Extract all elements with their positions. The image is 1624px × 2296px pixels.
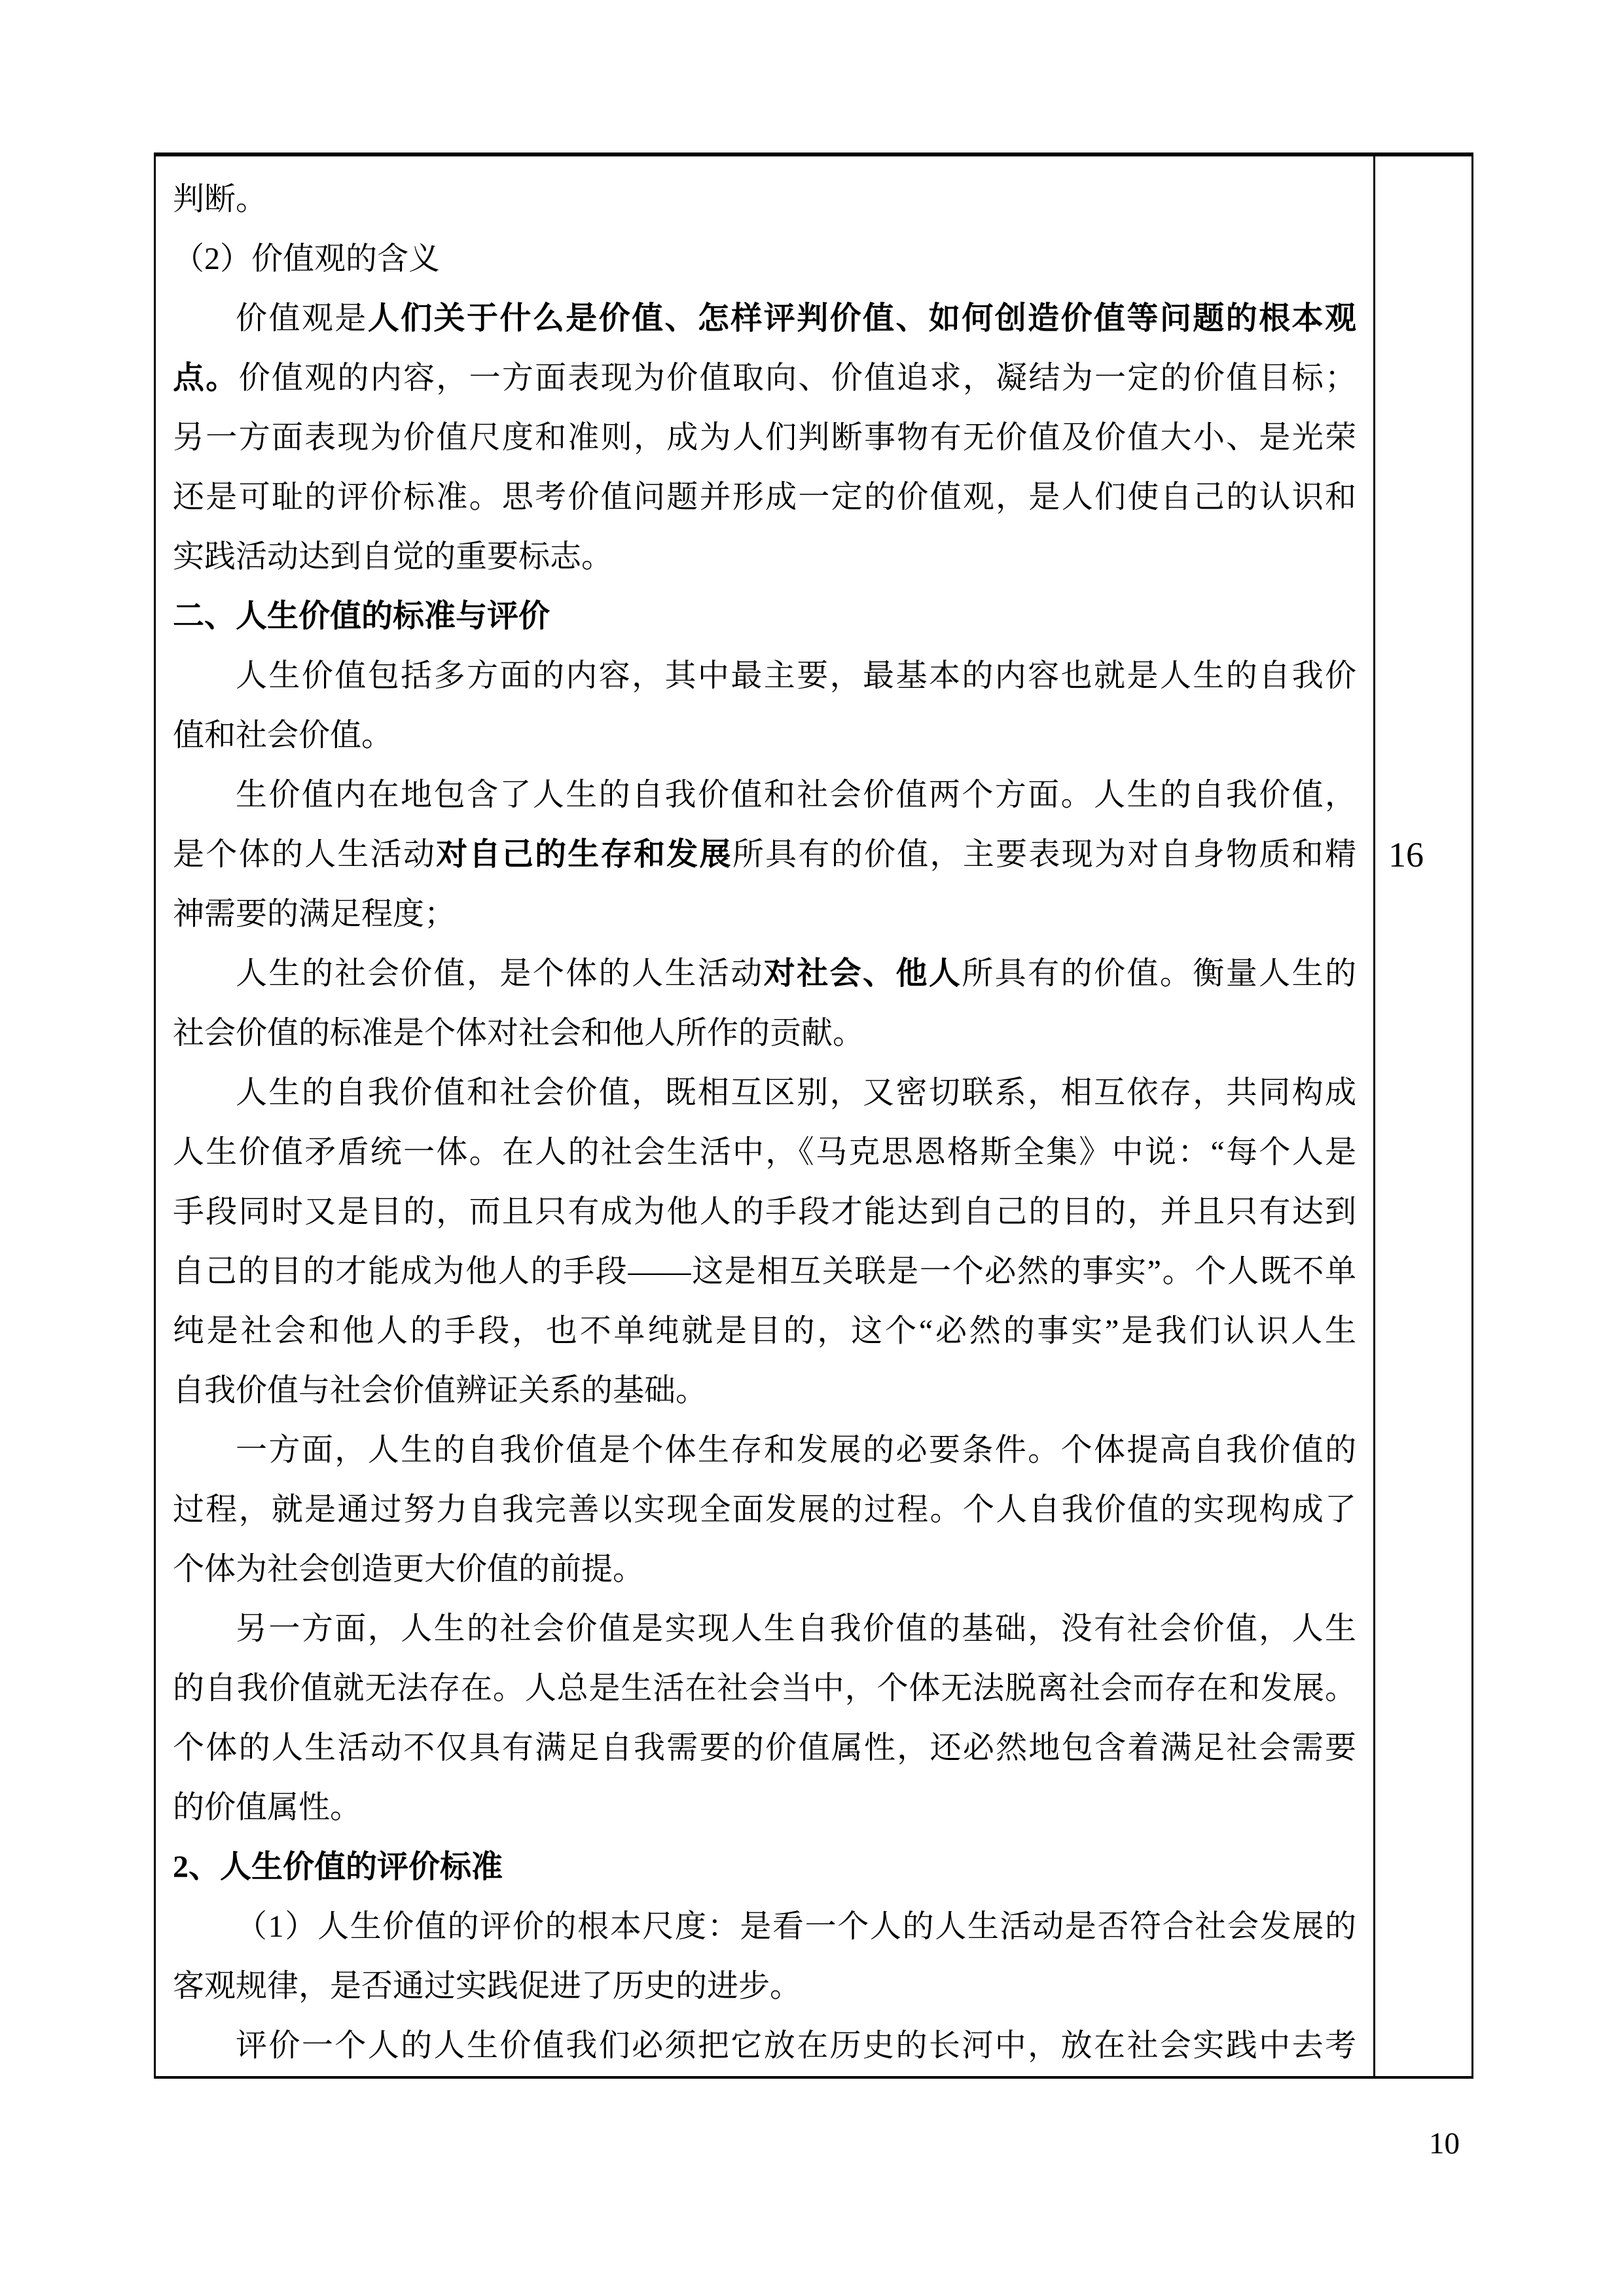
text-run: 所具有的价值，主要表现为对自身物质和精	[732, 837, 1356, 872]
text-run: 人生价值矛盾统一体。在人的社会生活中，《马克思恩格斯全集》中说：“每个人是	[173, 1135, 1356, 1170]
text-line	[173, 944, 1356, 1003]
bold-text-run: 对社会、他人	[763, 956, 962, 991]
text-run: 自己的目的才能成为他人的手段——这是相互关联是一个必然的事实”。个人既不单	[173, 1254, 1356, 1289]
bold-text-run: 人们关于什么是价值、怎样评判价值、如何创造价值等问题的根本观	[367, 301, 1356, 336]
text-line	[173, 884, 1356, 944]
text-run: 过程，就是通过努力自我完善以实现全面发展的过程。个人自我价值的实现构成了	[173, 1492, 1356, 1527]
text-line	[173, 1063, 1356, 1122]
text-run: 所具有的价值。衡量人生的	[962, 956, 1356, 991]
text-run: 社会价值的标准是个体对社会和他人所作的贡献。	[173, 1016, 865, 1050]
text-line	[173, 1897, 1356, 1956]
text-run: 价值观的内容，一方面表现为价值取向、价值追求，凝结为一定的价值目标；	[238, 361, 1356, 395]
text-line	[173, 229, 1356, 289]
text-run: 神需要的满足程度；	[173, 897, 456, 931]
text-line	[173, 1361, 1356, 1420]
text-run: 个体为社会创造更大价值的前提。	[173, 1552, 645, 1587]
text-run: 价值观是	[236, 301, 368, 336]
text-run: 另一方面表现为价值尺度和准则，成为人们判断事物有无价值及价值大小、是光荣	[173, 420, 1356, 455]
text-line	[173, 825, 1356, 884]
side-column-value: 16	[1388, 835, 1424, 874]
text-line	[173, 1242, 1356, 1301]
text-run: 纯是社会和他人的手段，也不单纯就是目的，这个“必然的事实”是我们认识人生	[173, 1314, 1356, 1348]
body-text-cell	[156, 156, 1373, 2076]
text-line	[173, 408, 1356, 467]
text-run: 另一方面，人生的社会价值是实现人生自我价值的基础，没有社会价值，人生	[236, 1611, 1356, 1646]
text-line	[173, 1956, 1356, 2016]
text-run: 生价值内在地包含了人生的自我价值和社会价值两个方面。人生的自我价值，	[236, 778, 1356, 812]
text-line	[173, 348, 1356, 408]
text-line	[173, 1778, 1356, 1837]
text-line	[173, 1659, 1356, 1718]
bold-text-run: 2、人生价值的评价标准	[173, 1850, 503, 1884]
text-line	[173, 765, 1356, 825]
text-run: 评价一个人的人生价值我们必须把它放在历史的长河中，放在社会实践中去考	[236, 2028, 1356, 2063]
text-run: 判断。	[173, 182, 268, 217]
text-line	[173, 1539, 1356, 1599]
text-run: 客观规律，是否通过实践促进了历史的进步。	[173, 1969, 802, 2003]
text-line	[173, 586, 1356, 646]
text-line	[173, 1003, 1356, 1063]
text-line	[173, 1420, 1356, 1480]
text-line	[173, 1480, 1356, 1539]
text-line	[173, 527, 1356, 586]
text-run: （1）人生价值的评价的根本尺度：是看一个人的人生活动是否符合社会发展的	[236, 1909, 1356, 1944]
text-line	[173, 467, 1356, 527]
text-run: 人生的社会价值，是个体的人生活动	[236, 956, 764, 991]
text-line	[173, 706, 1356, 765]
text-line	[173, 1718, 1356, 1778]
text-run: 人生价值包括多方面的内容，其中最主要，最基本的内容也就是人生的自我价	[236, 658, 1356, 693]
text-run: 的自我价值就无法存在。人总是生活在社会当中，个体无法脱离社会而存在和发展。	[173, 1671, 1356, 1706]
text-run: 实践活动达到自觉的重要标志。	[173, 539, 613, 574]
text-run: 人生的自我价值和社会价值，既相互区别，又密切联系，相互依存，共同构成	[236, 1075, 1356, 1110]
text-line	[173, 1182, 1356, 1242]
text-line	[173, 1122, 1356, 1182]
side-column-cell	[1373, 156, 1471, 2076]
text-line	[173, 170, 1356, 229]
text-run: 还是可耻的评价标准。思考价值问题并形成一定的价值观，是人们使自己的认识和	[173, 480, 1356, 514]
text-run: 一方面，人生的自我价值是个体生存和发展的必要条件。个体提高自我价值的	[236, 1433, 1356, 1467]
text-line	[173, 1837, 1356, 1897]
text-run: 自我价值与社会价值辨证关系的基础。	[173, 1373, 708, 1408]
text-run: （2）价值观的含义	[173, 242, 441, 276]
content-table	[154, 152, 1473, 2079]
text-run: 是个体的人生活动	[173, 837, 437, 872]
text-line	[173, 289, 1356, 348]
text-line	[173, 646, 1356, 706]
text-run: 的价值属性。	[173, 1790, 362, 1825]
bold-text-run: 对自己的生存和发展	[436, 837, 732, 872]
bold-text-run: 点。	[173, 361, 239, 395]
page-number: 10	[1429, 2126, 1460, 2161]
text-run: 个体的人生活动不仅具有满足自我需要的价值属性，还必然地包含着满足社会需要	[173, 1731, 1356, 1765]
text-line	[173, 1301, 1356, 1361]
text-line	[173, 2016, 1356, 2075]
text-run: 值和社会价值。	[173, 718, 393, 753]
text-line	[173, 1599, 1356, 1659]
bold-text-run: 二、人生价值的标准与评价	[173, 599, 550, 634]
text-run: 手段同时又是目的，而且只有成为他人的手段才能达到自己的目的，并且只有达到	[173, 1194, 1356, 1229]
